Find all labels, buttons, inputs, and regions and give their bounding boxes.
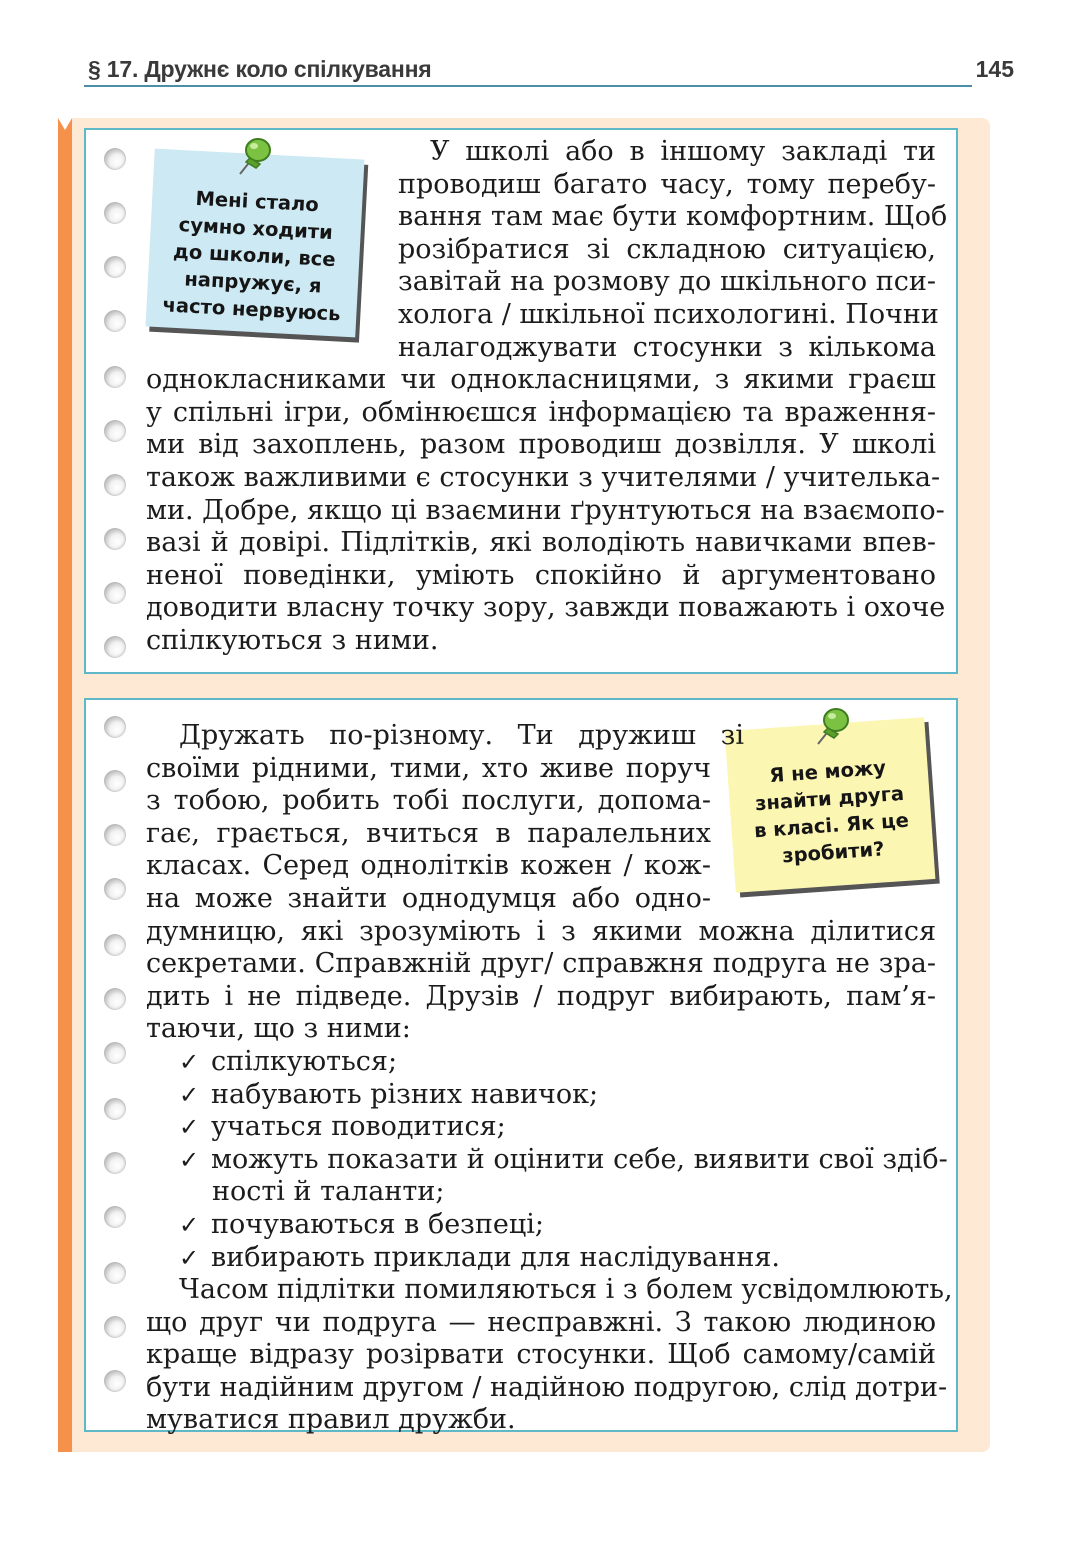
page-header [84,54,1014,88]
binder-hole [104,770,126,792]
checklist-item: ✓ учаться поводитися; [179,1111,506,1143]
binder-hole [104,202,126,224]
checkmark-icon: ✓ [179,1080,200,1109]
sticky-note-text: Мені стало сумно ходити до школи, все напружує, я часто нервуюсь [161,186,342,326]
text-box-school [84,128,958,674]
checklist-item: ✓ набувають різних навичок; [179,1078,599,1110]
binder-hole [104,824,126,846]
bookmark-notch [58,118,72,130]
binder-hole [104,934,126,956]
binder-hole [104,878,126,900]
sticky-note-text: Я не можу знайти друга в класі. Як це зробити? [753,756,910,868]
checklist-item-continuation: ності й таланти; [212,1176,445,1208]
binder-hole [104,310,126,332]
binder-hole [104,716,126,738]
checkmark-icon: ✓ [179,1145,200,1174]
binder-hole [104,1152,126,1174]
binder-hole [104,636,126,658]
binder-hole [104,1370,126,1392]
text-box-friendship [84,698,958,1436]
checklist-item: ✓ вибирають приклади для наслідування. [179,1241,780,1273]
page-number: 145 [975,56,1014,82]
checkmark-icon: ✓ [179,1210,200,1239]
school-paragraph: У школі або в іншому закладі ти проводиш багато часу, тому перебу- вання там має бути комфортним. Щоб розібратися зі складною ситуацією, завітай на розмову до шкільного пси- холога / шкільної психологині. Почни налагоджувати стосунки з кількома однокласниками чи однокласницями, з якими граєш у спільні ігри, обмінюєшся інформацією та враження- ми від захоплень, разом проводиш дозвілля. У школі також важливими є стосунки з учителями / учителька- ми. Добре, якщо ці взаємини ґрунтуються на взаємопо- вазі й довірі. Підлітків, які володіють навичками впев- неної поведінки, уміють спокійно й аргументовано доводити власну точку зору, завжди поважають і охоче спілкуються з ними. [146,136,948,656]
binder-hole [104,420,126,442]
checklist-item: ✓ можуть показати й оцінити себе, виявити свої здіб- [179,1143,948,1175]
binder-hole [104,528,126,550]
binder-hole [104,582,126,604]
binder-hole [104,474,126,496]
checklist-item: ✓ почуваються в безпеці; [179,1208,544,1240]
binder-hole [104,1206,126,1228]
binder-hole [104,1262,126,1284]
checklist-item: ✓ спілкуються; [179,1045,398,1077]
header-rule [84,85,972,87]
binder-hole [104,1098,126,1120]
checkmark-icon: ✓ [179,1113,200,1142]
notebook-binding-strip [58,118,72,1452]
binder-hole [104,1042,126,1064]
friendship-paragraph: Дружать по-різному. Ти дружиш зі своїми рідними, тими, хто живе поруч з тобою, робить тобі послуги, допома- гає, грається, вчиться в паралельних класах. Серед однолітків кожен / кож- на може знайти однодумця або одно- думницю, які зрозуміють і з якими можна ділитися секретами. Справжній друг/ справжня подруга не зра- дить і не підведе. Друзів / подруг вибирають, пам’я- таючи, що з ними: ✓ спілкуються; ✓ набувають різних навичок; ✓ учаться поводитися; ✓ можуть показати й оцінити себе, виявити свої здіб- ності й таланти; ✓ почуваються в безпеці; ✓ вибирають приклади для наслідування. Часом підлітки помиляються і з болем усвідомлюють, що друг чи подруга — несправжні. З такою людиною краще відразу розірвати стосунки. Щоб самому/самій бути надійним другом / надійною подругою, слід дотри- муватися правил дружби. [146,720,953,1436]
checkmark-icon: ✓ [179,1047,200,1076]
binder-hole [104,148,126,170]
binder-hole [104,1316,126,1338]
binder-hole [104,256,126,278]
binder-hole [104,988,126,1010]
binder-hole [104,366,126,388]
checkmark-icon: ✓ [179,1243,200,1272]
section-title: § 17. Дружнє коло спілкування [88,56,432,82]
